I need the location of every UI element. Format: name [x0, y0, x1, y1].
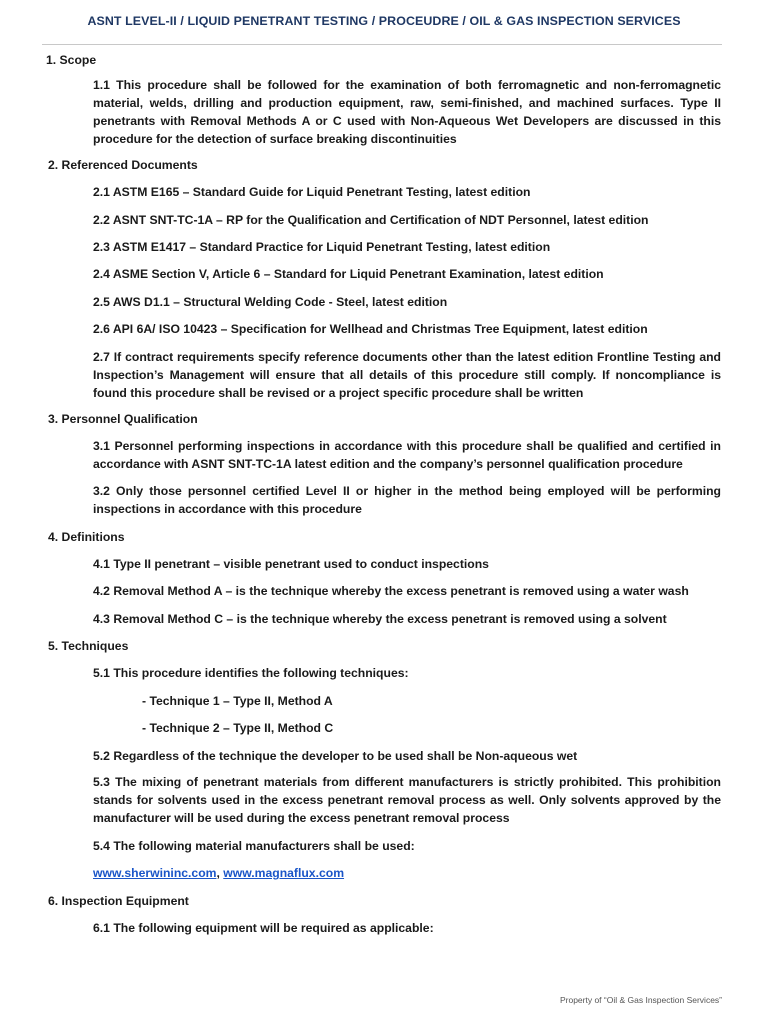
document-footer: Property of “Oil & Gas Inspection Services” [559, 995, 722, 1005]
section-heading-definitions: 4. Definitions [48, 530, 125, 544]
manufacturer-links [93, 864, 344, 882]
paragraph-2-2: 2.2 ASNT SNT-TC-1A – RP for the Qualification and Certification of NDT Personnel, latest edition [93, 213, 649, 227]
section-heading-inspection-equipment: 6. Inspection Equipment [48, 894, 189, 908]
technique-1-bullet: - Technique 1 – Type II, Method A [142, 694, 333, 708]
paragraph-4-3: 4.3 Removal Method C – is the technique whereby the excess penetrant is removed using a solvent [93, 612, 667, 626]
paragraph-5-1: 5.1 This procedure identifies the following techniques: [93, 666, 409, 680]
paragraph-2-7: 2.7 If contract requirements specify reference documents other than the latest edition Frontline Testing and Inspection’s Management will ensure that all details of this procedure still comply. If noncompliance is found this procedure shall be revised or a project specific procedure shall be written [93, 350, 721, 400]
paragraph-3-2: 3.2 Only those personnel certified Level II or higher in the method being employed will be performing inspections in accordance with this procedure [93, 484, 721, 516]
magnaflux-link[interactable]: www.magnaflux.com [223, 866, 345, 880]
paragraph-4-1: 4.1 Type II penetrant – visible penetrant used to conduct inspections [93, 557, 489, 571]
paragraph-2-4: 2.4 ASME Section V, Article 6 – Standard for Liquid Penetrant Examination, latest edition [93, 267, 604, 281]
paragraph-5-2: 5.2 Regardless of the technique the developer to be used shall be Non-aqueous wet [93, 749, 578, 763]
paragraph-6-1: 6.1 The following equipment will be required as applicable: [93, 921, 434, 935]
paragraph-5-3: 5.3 The mixing of penetrant materials from different manufacturers is strictly prohibited. This prohibition stands for solvents used in the excess penetrant removal process as well. Only solvents approved by the manufacturer will be used during the excess penetrant removal process [93, 775, 721, 825]
paragraph-2-1: 2.1 ASTM E165 – Standard Guide for Liquid Penetrant Testing, latest edition [93, 185, 531, 199]
paragraph-3-1: 3.1 Personnel performing inspections in accordance with this procedure shall be qualified and certified in accordance with ASNT SNT-TC-1A latest edition and the company’s personnel qualification procedure [93, 439, 721, 471]
sherwin-link[interactable]: www.sherwininc.com [93, 866, 217, 880]
paragraph-5-4: 5.4 The following material manufacturers shall be used: [93, 839, 415, 853]
section-heading-referenced-documents: 2. Referenced Documents [48, 158, 198, 172]
section-heading-scope: 1. Scope [46, 53, 97, 67]
section-heading-techniques: 5. Techniques [48, 639, 129, 653]
link-separator: , [216, 866, 224, 880]
technique-2-bullet: - Technique 2 – Type II, Method C [142, 721, 334, 735]
paragraph-4-2: 4.2 Removal Method A – is the technique whereby the excess penetrant is removed using a water wash [93, 584, 689, 598]
paragraph-2-5: 2.5 AWS D1.1 – Structural Welding Code - Steel, latest edition [93, 295, 448, 309]
paragraph-2-3: 2.3 ASTM E1417 – Standard Practice for Liquid Penetrant Testing, latest edition [93, 240, 551, 254]
document-header: ASNT LEVEL-II / LIQUID PENETRANT TESTING / PROCEUDRE / OIL & GAS INSPECTION SERVICES [87, 14, 681, 28]
paragraph-2-6: 2.6 API 6A/ ISO 10423 – Specification for Wellhead and Christmas Tree Equipment, latest edition [93, 322, 648, 336]
paragraph-1-1: 1.1 This procedure shall be followed for the examination of both ferromagnetic and non-ferromagnetic material, welds, drilling and production equipment, raw, semi-finished, and machined surfaces. Type II penetrants with Removal Methods A or C used with Non-Aqueous Wet Developers are discussed in this procedure for the detection of surface breaking discontinuities [93, 78, 721, 146]
header-divider [42, 44, 722, 45]
section-heading-personnel-qualification: 3. Personnel Qualification [48, 412, 198, 426]
